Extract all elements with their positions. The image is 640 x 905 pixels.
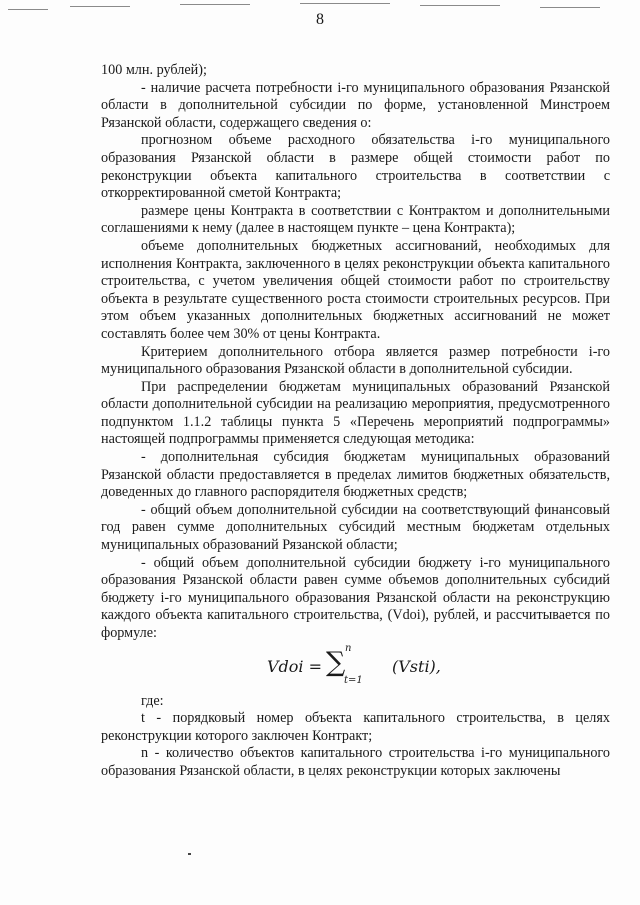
paragraph: При распределении бюджетам муниципальных образований Рязанской области дополнительной субсидии на реализацию мероприятия, предусмотренного подпунктом 1.1.2 таблицы пункта 5 «Перечень мероприятий подпрограммы» настоящей подпрограммы применяется следующая методика: <box>101 378 610 448</box>
formula-rhs: (Vsti), <box>392 656 441 676</box>
page-number: 8 <box>316 11 324 28</box>
definition: t - порядковый номер объекта капитального строительства, в целях реконструкции которого заключен Контракт; <box>101 710 610 744</box>
document-body <box>101 62 610 781</box>
paragraph: Критерием дополнительного отбора является размер потребности i-го муниципального образования Рязанской области в дополнительной субсидии. <box>101 343 610 378</box>
sum-symbol: ∑ <box>326 646 346 678</box>
sum-lower-limit: t=1 <box>344 674 363 686</box>
paragraph: - наличие расчета потребности i-го муниципального образования Рязанской области в дополнительной субсидии по форме, установленной Минстроем Рязанской области, содержащего сведения о: <box>101 79 610 131</box>
paragraph: - дополнительная субсидия бюджетам муниципальных образований Рязанской области предоставляется в пределах лимитов бюджетных обязательств, доведенных до главного распорядителя бюджетных средств; <box>101 449 610 501</box>
sum-upper-limit: n <box>345 642 352 654</box>
paragraph: размере цены Контракта в соответствии с Контрактом и дополнительными соглашениями к нему (далее в настоящем пункте – цена Контракта); <box>101 202 610 237</box>
formula <box>101 642 610 687</box>
paragraph: - общий объем дополнительной субсидии на соответствующий финансовый год равен сумме дополнительных субсидий местным бюджетам отдельных муниципальных образований Рязанской области; <box>101 501 610 554</box>
paragraph: - общий объем дополнительной субсидии бюджету i-го муниципального образования Рязанской области равен сумме объемов дополнительных субсидий бюджету i-го муниципального образования Рязанской области на реконструкцию каждого объекта капитального строительства, (Vdoi), рублей, и рассчитывается по формуле: <box>101 554 610 641</box>
paragraph: 100 млн. рублей); <box>101 62 207 78</box>
where-label: где: <box>141 692 164 709</box>
scan-speck <box>188 853 191 855</box>
formula-lhs: Vdoi = <box>267 656 323 676</box>
paragraph: прогнозном объеме расходного обязательства i-го муниципального образования Рязанской области в размере общей стоимости работ по реконструкции объекта капитального строительства в соответствии с откорректированной сметой Контракта; <box>101 132 610 202</box>
paragraph: объеме дополнительных бюджетных ассигнований, необходимых для исполнения Контракта, заключенного в целях реконструкции объекта капитального строительства, с учетом увеличения общей стоимости работ по строительству объекта в результате существенного роста стоимости строительных ресурсов. При этом объем указанных дополнительных бюджетных ассигнований не может составлять более чем 30% от цены Контракта. <box>101 237 610 342</box>
definition: n - количество объектов капитального строительства i-го муниципального образования Рязанской области, в целях реконструкции которых заключены <box>101 745 610 779</box>
